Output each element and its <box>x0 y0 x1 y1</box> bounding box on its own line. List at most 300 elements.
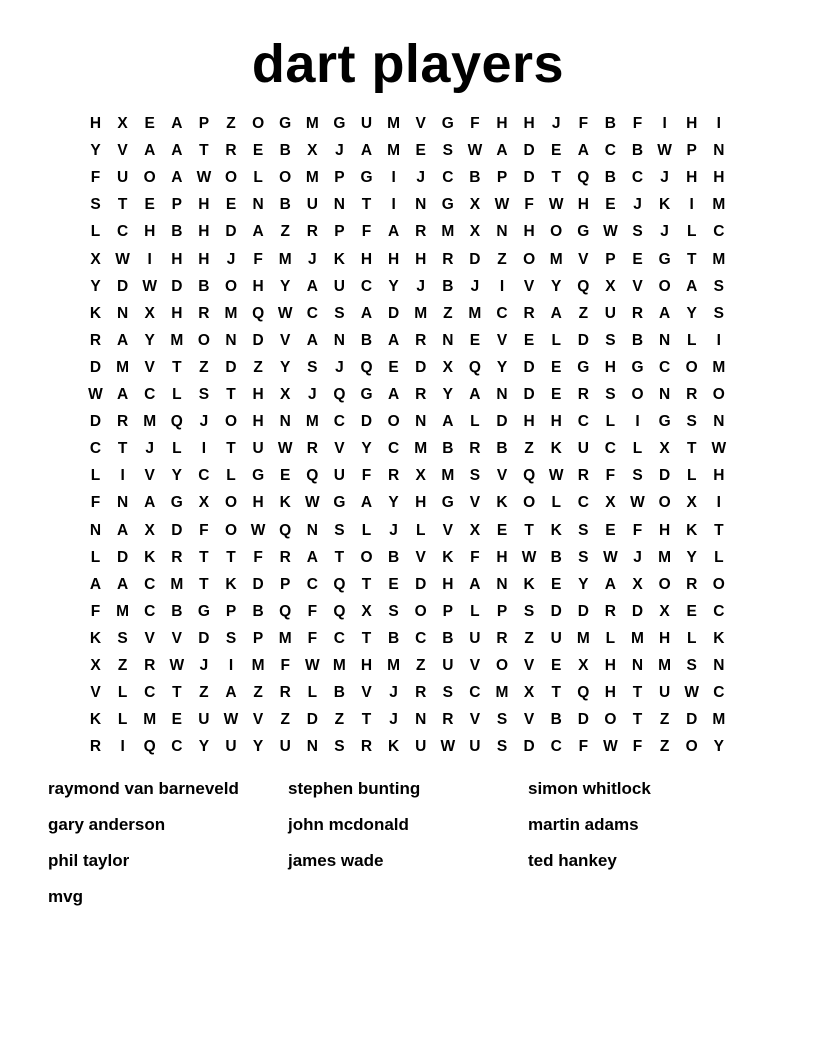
grid-cell: O <box>224 277 238 295</box>
word-list-item: stephen bunting <box>288 779 421 798</box>
grid-cell: S <box>307 358 318 376</box>
grid-cell: V <box>496 467 508 485</box>
grid-cell: M <box>414 304 428 322</box>
grid-cell: W <box>440 738 456 756</box>
grid-cell: E <box>632 250 643 268</box>
grid-cell: H <box>686 169 698 187</box>
grid-cell: L <box>686 223 697 241</box>
grid-cell: F <box>524 196 534 214</box>
grid-cell: K <box>523 575 535 593</box>
grid-cell: J <box>633 548 642 566</box>
grid-cell: S <box>388 602 399 620</box>
grid-cell: G <box>658 250 671 268</box>
grid-cell: W <box>169 657 185 674</box>
grid-cell: I <box>716 331 721 349</box>
grid-cell: D <box>550 602 562 620</box>
grid-cell: B <box>604 115 616 132</box>
grid-cell: W <box>277 440 293 458</box>
grid-cell: T <box>199 142 209 160</box>
grid-cell: W <box>548 467 564 485</box>
grid-cell: R <box>415 684 427 702</box>
grid-cell: C <box>577 494 589 512</box>
grid-cell: W <box>630 494 645 512</box>
grid-cell: K <box>279 494 291 512</box>
grid-cell: Z <box>524 440 534 458</box>
grid-cell: A <box>387 386 400 403</box>
grid-row <box>82 462 732 489</box>
grid-cell: N <box>89 521 102 539</box>
grid-cell: V <box>469 657 481 674</box>
grid-cell: V <box>252 711 264 729</box>
grid-cell: F <box>361 223 372 241</box>
grid-cell: D <box>415 575 427 593</box>
grid-cell: A <box>360 494 373 512</box>
grid-cell: V <box>632 277 643 295</box>
grid-cell: E <box>551 575 562 593</box>
grid-cell: R <box>415 386 427 403</box>
grid-cell: E <box>551 142 562 160</box>
grid-cell: T <box>632 711 643 729</box>
grid-cell: A <box>225 684 237 702</box>
grid-cell: P <box>252 629 264 647</box>
grid-cell: J <box>470 277 480 295</box>
grid-cell: R <box>225 142 237 160</box>
grid-cell: N <box>415 196 427 214</box>
grid-cell: B <box>442 440 454 458</box>
grid-cell: P <box>171 196 182 214</box>
grid-cell: H <box>523 223 535 241</box>
grid-cell: E <box>496 521 508 539</box>
grid-cell: A <box>306 331 318 349</box>
grid-cell: J <box>660 169 669 187</box>
grid-cell: S <box>469 467 481 485</box>
grid-cell: J <box>199 413 209 431</box>
grid-cell: S <box>523 602 535 620</box>
grid-cell: M <box>116 602 130 620</box>
grid-row <box>82 679 732 706</box>
grid-cell: B <box>550 548 562 566</box>
grid-cell: M <box>549 250 563 268</box>
grid-cell: J <box>660 223 669 241</box>
grid-cell: M <box>658 657 672 674</box>
grid-cell: U <box>442 657 454 674</box>
grid-cell: V <box>469 494 481 512</box>
grid-cell: M <box>712 196 726 214</box>
grid-cell: N <box>658 331 671 349</box>
grid-cell: N <box>415 711 427 729</box>
grid-cell: H <box>89 115 102 132</box>
grid-cell: M <box>332 657 346 674</box>
grid-cell: R <box>523 304 535 322</box>
grid-row <box>82 110 732 137</box>
grid-cell: D <box>225 223 237 241</box>
grid-cell: X <box>144 304 155 322</box>
grid-cell: L <box>172 440 182 458</box>
grid-cell: Y <box>388 494 399 512</box>
grid-cell: A <box>116 575 129 593</box>
grid-cell: P <box>496 602 508 620</box>
grid-cell: H <box>686 115 698 132</box>
grid-cell: S <box>334 738 345 756</box>
grid-cell: J <box>199 657 209 674</box>
grid-cell: C <box>496 304 508 322</box>
grid-cell: U <box>658 684 671 702</box>
grid-cell: X <box>632 575 643 593</box>
grid-cell: E <box>144 115 155 132</box>
grid-cell: O <box>685 738 698 756</box>
grid-cell: X <box>605 277 616 295</box>
word-list-item: ted hankey <box>528 851 617 870</box>
grid-cell: D <box>686 711 698 729</box>
grid-cell: I <box>147 250 152 268</box>
grid-cell: A <box>387 223 400 241</box>
grid-cell: D <box>415 358 427 376</box>
grid-cell: R <box>89 331 102 349</box>
grid-cell: I <box>689 196 694 214</box>
grid-row <box>82 273 732 300</box>
grid-cell: R <box>577 467 589 485</box>
grid-cell: R <box>686 386 698 403</box>
grid-cell: Y <box>198 738 210 756</box>
grid-cell: K <box>225 575 237 593</box>
grid-cell: A <box>604 575 616 593</box>
grid-cell: B <box>442 277 454 295</box>
grid-cell: F <box>90 602 101 620</box>
grid-cell: A <box>144 142 156 160</box>
grid-cell: S <box>605 331 616 349</box>
grid-cell: U <box>116 169 129 187</box>
grid-cell: M <box>576 629 590 647</box>
grid-cell: T <box>172 358 182 376</box>
grid-cell: W <box>115 250 130 268</box>
grid-cell: O <box>604 711 617 729</box>
grid-cell: C <box>306 304 318 322</box>
grid-cell: J <box>389 711 398 729</box>
grid-cell: Y <box>551 277 562 295</box>
grid-cell: K <box>89 711 102 729</box>
word-list-item: james wade <box>288 851 384 870</box>
grid-cell: D <box>306 711 318 729</box>
grid-cell: U <box>279 738 291 756</box>
grid-cell: X <box>361 602 372 620</box>
grid-cell: A <box>252 223 264 241</box>
grid-cell: V <box>117 142 128 160</box>
grid-cell: H <box>415 250 427 268</box>
grid-cell: S <box>442 142 453 160</box>
grid-cell: Y <box>90 277 101 295</box>
grid-cell: A <box>550 304 562 322</box>
grid-cell: M <box>712 711 726 729</box>
grid-cell: H <box>360 657 373 674</box>
grid-cell: O <box>523 250 536 268</box>
grid-cell: R <box>89 738 102 756</box>
grid-cell: M <box>143 413 157 431</box>
grid-row <box>82 164 732 191</box>
grid-cell: X <box>90 657 101 674</box>
grid-cell: L <box>90 467 101 485</box>
grid-cell: S <box>605 386 616 403</box>
grid-cell: S <box>632 223 643 241</box>
grid-cell: K <box>550 521 562 539</box>
grid-cell: W <box>196 169 212 187</box>
grid-cell: O <box>143 169 156 187</box>
grid-cell: Y <box>90 142 101 160</box>
grid-cell: D <box>496 413 508 431</box>
grid-cell: R <box>469 440 481 458</box>
grid-cell: O <box>252 115 265 132</box>
grid-cell: Z <box>524 629 534 647</box>
grid-cell: F <box>90 494 101 512</box>
grid-cell: M <box>387 115 401 132</box>
grid-cell: T <box>361 711 372 729</box>
grid-cell: U <box>252 440 264 458</box>
grid-cell: T <box>632 684 643 702</box>
grid-cell: A <box>658 304 671 322</box>
grid-cell: E <box>225 196 237 214</box>
grid-cell: L <box>470 413 480 431</box>
grid-cell: C <box>550 738 562 756</box>
grid-cell: B <box>550 711 562 729</box>
grid-cell: X <box>469 521 481 539</box>
grid-cell: H <box>387 250 400 268</box>
grid-cell: P <box>225 602 237 620</box>
grid-cell: Z <box>659 738 670 756</box>
grid-cell: U <box>360 115 373 132</box>
grid-cell: L <box>415 521 426 539</box>
grid-cell: G <box>658 413 671 431</box>
grid-cell: C <box>604 142 616 160</box>
grid-cell: J <box>416 277 425 295</box>
grid-cell: J <box>307 386 317 403</box>
grid-cell: O <box>387 413 400 431</box>
grid-cell: N <box>225 331 237 349</box>
grid-cell: V <box>523 657 535 674</box>
grid-cell: O <box>197 331 210 349</box>
grid-cell: U <box>306 196 318 214</box>
grid-cell: O <box>224 169 238 187</box>
grid-cell: Q <box>333 602 346 620</box>
grid-cell: S <box>713 277 724 295</box>
grid-cell: A <box>171 142 183 160</box>
grid-cell: T <box>117 196 128 214</box>
grid-cell: A <box>469 386 481 403</box>
grid-cell: H <box>523 413 535 431</box>
grid-cell: H <box>252 494 264 512</box>
grid-cell: D <box>577 331 589 349</box>
grid-cell: C <box>306 575 318 593</box>
grid-cell: M <box>387 142 401 160</box>
grid-row <box>82 625 732 652</box>
grid-cell: V <box>280 331 291 349</box>
grid-cell: S <box>578 521 589 539</box>
grid-cell: D <box>252 331 264 349</box>
word-list-item: raymond van barneveld <box>48 779 239 798</box>
grid-cell: W <box>250 521 266 539</box>
grid-cell: X <box>523 684 535 702</box>
grid-cell: L <box>605 413 616 431</box>
grid-cell: R <box>442 250 454 268</box>
word-list-item: simon whitlock <box>528 779 651 798</box>
grid-cell: K <box>496 494 508 512</box>
grid-cell: T <box>226 440 236 458</box>
grid-cell: N <box>658 386 671 403</box>
grid-cell: R <box>496 629 508 647</box>
grid-cell: K <box>713 629 725 647</box>
grid-cell: M <box>305 115 319 132</box>
grid-cell: B <box>631 331 644 349</box>
grid-cell: T <box>334 548 345 566</box>
grid-cell: I <box>716 115 721 132</box>
grid-cell: M <box>278 629 292 647</box>
grid-cell: C <box>198 467 210 485</box>
grid-cell: F <box>253 548 263 566</box>
grid-cell: X <box>442 358 453 376</box>
grid-cell: F <box>578 738 589 756</box>
grid-cell: T <box>686 440 697 458</box>
grid-cell: V <box>523 711 535 729</box>
grid-cell: F <box>605 467 616 485</box>
grid-cell: X <box>144 521 155 539</box>
grid-cell: Q <box>252 304 265 322</box>
grid-cell: N <box>415 413 427 431</box>
grid-cell: K <box>686 521 698 539</box>
grid-cell: O <box>523 494 536 512</box>
grid-cell: C <box>144 684 156 702</box>
grid-cell: G <box>252 467 265 485</box>
grid-cell: E <box>469 331 481 349</box>
grid-cell: N <box>279 413 291 431</box>
grid-cell: J <box>416 169 425 187</box>
grid-cell: O <box>712 386 725 403</box>
grid-row <box>82 571 732 598</box>
grid-cell: R <box>631 304 644 322</box>
grid-cell: H <box>550 413 562 431</box>
grid-cell: A <box>577 142 589 160</box>
grid-row <box>82 137 732 164</box>
grid-cell: H <box>198 196 210 214</box>
grid-cell: S <box>632 467 643 485</box>
grid-cell: Q <box>577 684 590 702</box>
grid-cell: E <box>252 142 264 160</box>
grid-cell: C <box>144 602 156 620</box>
grid-cell: O <box>658 277 671 295</box>
grid-cell: X <box>686 494 697 512</box>
grid-cell: E <box>605 196 616 214</box>
grid-cell: H <box>252 413 264 431</box>
grid-cell: H <box>252 386 264 403</box>
grid-cell: A <box>469 575 481 593</box>
grid-cell: H <box>713 169 725 187</box>
grid-cell: C <box>469 684 481 702</box>
grid-cell: B <box>333 684 345 702</box>
grid-cell: Q <box>523 467 536 485</box>
grid-cell: R <box>198 304 210 322</box>
grid-cell: N <box>116 494 129 512</box>
grid-cell: Z <box>443 304 453 322</box>
grid-cell: N <box>306 738 318 756</box>
grid-cell: D <box>631 602 644 620</box>
grid-cell: B <box>171 223 183 241</box>
grid-cell: Z <box>253 684 263 702</box>
grid-cell: A <box>171 115 183 132</box>
grid-cell: J <box>551 115 561 132</box>
grid-cell: E <box>523 331 535 349</box>
grid-cell: M <box>414 440 428 458</box>
grid-cell: H <box>713 467 725 485</box>
grid-cell: M <box>251 657 265 674</box>
grid-cell: D <box>116 548 129 566</box>
grid-cell: W <box>277 304 293 322</box>
grid-cell: F <box>361 467 372 485</box>
grid-cell: B <box>198 277 210 295</box>
grid-cell: W <box>603 548 618 566</box>
grid-cell: O <box>658 494 671 512</box>
grid-cell: S <box>686 657 697 674</box>
grid-cell: Z <box>415 657 426 674</box>
grid-cell: H <box>171 304 183 322</box>
grid-cell: B <box>387 548 400 566</box>
grid-cell: Y <box>713 738 724 756</box>
grid-cell: V <box>90 684 101 702</box>
grid-cell: G <box>441 115 454 132</box>
grid-cell: D <box>89 413 102 431</box>
grid-cell: E <box>144 196 155 214</box>
grid-cell: K <box>658 196 671 214</box>
grid-cell: D <box>171 521 183 539</box>
grid-cell: C <box>713 684 725 702</box>
grid-cell: A <box>116 331 129 349</box>
grid-cell: Q <box>143 738 156 756</box>
grid-cell: J <box>389 684 398 702</box>
grid-cell: P <box>334 169 345 187</box>
grid-cell: H <box>523 115 535 132</box>
grid-cell: Z <box>659 711 670 729</box>
grid-cell: R <box>387 467 400 485</box>
grid-cell: D <box>225 358 237 376</box>
grid-cell: B <box>496 440 508 458</box>
grid-cell: K <box>333 250 345 268</box>
grid-cell: M <box>387 657 401 674</box>
grid-cell: M <box>170 331 184 349</box>
grid-cell: T <box>361 629 372 647</box>
grid-cell: W <box>467 142 483 160</box>
grid-row <box>82 435 732 462</box>
grid-cell: Y <box>686 548 697 566</box>
grid-cell: K <box>442 548 454 566</box>
grid-cell: L <box>551 494 561 512</box>
grid-cell: G <box>441 494 454 512</box>
grid-cell: M <box>224 304 238 322</box>
grid-cell: B <box>442 629 454 647</box>
grid-row <box>82 354 732 381</box>
grid-cell: D <box>198 629 210 647</box>
grid-cell: H <box>496 548 508 566</box>
grid-cell: A <box>360 142 373 160</box>
grid-cell: P <box>442 602 453 620</box>
grid-cell: A <box>496 142 508 160</box>
grid-cell: A <box>144 494 156 512</box>
grid-cell: Y <box>171 467 182 485</box>
grid-cell: B <box>360 331 373 349</box>
grid-cell: H <box>415 494 427 512</box>
grid-cell: M <box>305 413 319 431</box>
grid-cell: X <box>415 467 426 485</box>
grid-cell: N <box>116 304 129 322</box>
grid-cell: T <box>172 684 182 702</box>
grid-cell: L <box>605 629 616 647</box>
grid-cell: N <box>496 386 508 403</box>
grid-cell: B <box>279 142 291 160</box>
